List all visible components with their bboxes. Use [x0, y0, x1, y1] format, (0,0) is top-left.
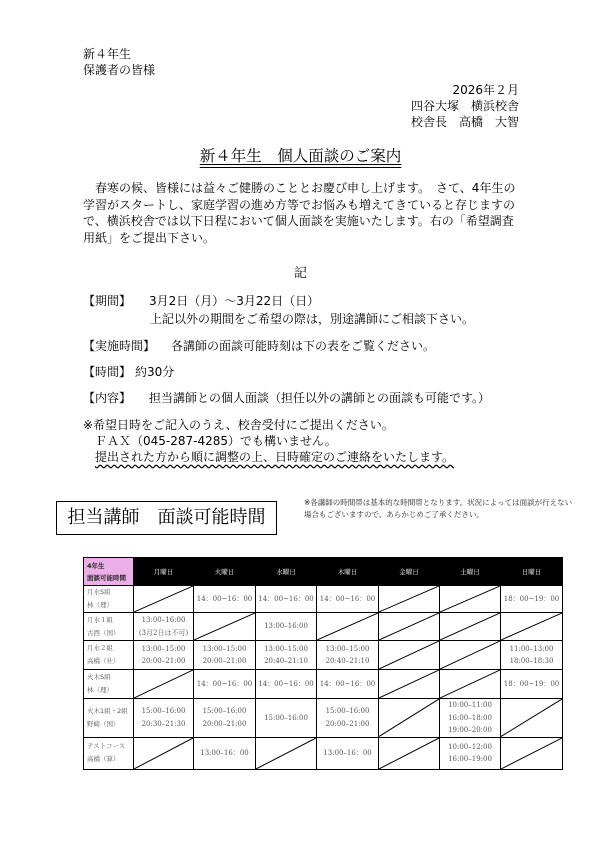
time-range: 16:00–19:00: [448, 755, 492, 763]
table-corner-cell: [84, 558, 134, 586]
implementation-label: 【実施時間】: [83, 339, 156, 353]
diagonal-slash-icon: [134, 738, 193, 769]
period-value: 3月2日（月）～3月22日（日）: [149, 294, 320, 308]
time-slot-thu: [317, 737, 379, 769]
table-row: [84, 670, 563, 699]
day-header-wed: 水曜日: [256, 558, 317, 586]
teacher-cell: [84, 737, 134, 769]
diagonal-slash-icon: [379, 738, 439, 769]
time-range: 18：00~19：00: [503, 679, 560, 688]
time-slot-sat: [440, 737, 501, 769]
time-range: 20:00–21:00: [141, 657, 186, 665]
teacher-cell: [84, 699, 134, 738]
time-range: 13:00–16:00: [141, 616, 186, 624]
disclaimer-note: ※各講師の時間帯は基本的な時間帯となります。状況によっては面談が行えない場合もございますので、あらかじめご了承ください。: [304, 498, 573, 519]
time-range: 14：00~16：00: [196, 594, 253, 603]
duration-label: 【時間】: [83, 365, 132, 379]
time-range: 13:00–15:00: [141, 644, 186, 653]
time-range: 16:00–18:00: [448, 713, 492, 722]
diagonal-slash-icon: [379, 670, 439, 698]
time-slot-tue: [194, 737, 256, 769]
addressee-line: 保護者の皆様: [83, 63, 156, 77]
time-range: 14：00~16：00: [196, 679, 253, 688]
teacher-name: 高橋（算）: [87, 755, 120, 763]
unavailable-cell-fri: [379, 737, 440, 769]
implementation-value: 各講師の面談可能時刻は下の表をご覧ください。: [171, 339, 436, 353]
class-name: テストコース: [87, 742, 126, 750]
day-header-thu: 木曜日: [317, 558, 379, 586]
teacher-cell: [84, 641, 134, 670]
time-slot-thu: [317, 641, 379, 670]
time-range: 14：00~16：00: [258, 679, 314, 688]
table-row: [84, 641, 563, 670]
unavailable-cell-wed: [256, 737, 317, 769]
table-row: [84, 699, 563, 738]
unavailable-cell-fri: [379, 670, 440, 699]
time-range: 14：00~16：00: [258, 594, 314, 603]
day-header-mon: 月曜日: [134, 558, 194, 586]
time-range: 15:00–16:00: [264, 713, 308, 722]
teacher-name: 高橋（社）: [87, 657, 120, 665]
unavailable-cell-sun: [501, 737, 563, 769]
implementation-item: [83, 338, 435, 354]
time-range: 20:00–21:00: [202, 719, 247, 728]
time-slot-wed: [256, 586, 317, 613]
unavailable-cell-fri: [379, 699, 440, 738]
time-range: 11:00–13:00: [509, 644, 554, 653]
availability-table: [83, 557, 563, 770]
diagonal-slash-icon: [501, 738, 562, 769]
diagonal-slash-icon: [440, 613, 500, 640]
time-slot-mon: [134, 613, 194, 641]
teacher-cell: [84, 586, 134, 613]
teacher-cell: [84, 670, 134, 699]
diagonal-slash-icon: [194, 613, 255, 640]
diagonal-slash-icon: [379, 613, 439, 640]
school-name: 四谷大塚 横浜校舎: [410, 99, 519, 113]
content-value: 担当講師との個人面談（担任以外の講師との面談も可能です。）: [149, 391, 491, 405]
addressee-block: [83, 46, 155, 78]
period-label: 【期間】: [83, 294, 132, 308]
unavailable-cell-tue: [194, 613, 256, 641]
time-range: 20:30–21:30: [141, 719, 186, 728]
time-slot-wed: [256, 641, 317, 670]
time-slot-wed: [256, 670, 317, 699]
diagonal-slash-icon: [379, 641, 439, 669]
duration-item: [83, 364, 174, 380]
time-slot-mon: [134, 699, 194, 738]
unavailable-cell-fri: [379, 613, 440, 641]
time-slot-thu: [317, 586, 379, 613]
document-title: 新４年生 個人面談のご案内: [199, 147, 402, 165]
unavailable-cell-fri: [379, 641, 440, 670]
teacher-cell: [84, 613, 134, 641]
time-slot-tue: [194, 586, 256, 613]
diagonal-slash-icon: [317, 613, 378, 640]
diagonal-slash-icon: [440, 641, 500, 669]
unavailable-cell-sun: [501, 613, 563, 641]
sender-block: [411, 82, 519, 130]
teacher-name: 林（理）: [87, 601, 113, 609]
diagonal-slash-icon: [501, 613, 562, 640]
note-line: ※希望日時をご記入のうえ、校舎受付にご提出ください。: [83, 418, 394, 432]
diagonal-slash-icon: [501, 699, 562, 737]
time-range: 18：00~19：00: [503, 594, 560, 603]
addressee-line: 新４年生: [83, 47, 132, 61]
intro-paragraph: 春寒の候、皆様には益々ご健勝のこととお慶び申し上げます。 さて、4年生の学習がスタートし、家庭学習の進め方等でお悩みも増えてきていると存じますので、横浜校舎では以下日程において個人面談を実施いたします。右の「希望調査用紙」をご提出下さい。: [83, 181, 516, 245]
time-range: 14：00~16：00: [319, 679, 376, 688]
diagonal-slash-icon: [440, 670, 500, 698]
time-range: 13:00–16：00: [200, 748, 249, 757]
day-header-fri: 金曜日: [379, 558, 440, 586]
class-name: 火木1組・2組: [87, 706, 128, 715]
time-slot-thu: [317, 699, 379, 738]
teacher-name: 林（理）: [87, 686, 113, 694]
time-range: 20:40–21:10: [325, 657, 370, 665]
date: 2026年２月: [452, 83, 519, 97]
unavailable-cell-fri: [379, 586, 440, 613]
time-slot-tue: [194, 641, 256, 670]
class-name: 月水２組: [87, 644, 113, 652]
class-name: 月水S組: [87, 588, 111, 596]
table-header-row: [84, 558, 563, 586]
unavailable-cell-thu: [317, 613, 379, 641]
unavailable-cell-mon: [134, 586, 194, 613]
diagonal-slash-icon: [379, 586, 439, 612]
teacher-name: 古西（国）: [87, 628, 120, 637]
time-slot-wed: [256, 699, 317, 738]
day-header-sat: 土曜日: [440, 558, 501, 586]
time-range: 19:00–20:00: [448, 726, 492, 734]
confirmation-note: 提出された方から順に調整の上、日時確定のご連絡をいたします。: [95, 450, 455, 464]
period-note: 上記以外の期間をご希望の際は，別途講師にご相談下さい。: [150, 312, 475, 326]
time-range: 13:00–15:00: [264, 644, 308, 653]
section-title-box: 担当講師 面談可能時間: [56, 501, 277, 535]
time-slot-thu: [317, 670, 379, 699]
unavailable-cell-mon: [134, 670, 194, 699]
notes-block: [83, 417, 454, 465]
diagonal-slash-icon: [134, 586, 193, 612]
table-body: [84, 586, 563, 770]
time-range: 10:00–12:00: [448, 742, 492, 751]
corner-caption: 面談可能時間: [87, 573, 126, 582]
time-range: 18:00–18:30: [509, 657, 554, 665]
content-label: 【内容】: [83, 391, 132, 405]
time-range: 13:00–15:00: [325, 644, 370, 653]
diagonal-slash-icon: [134, 670, 193, 698]
time-range: 13:00–15:00: [202, 644, 247, 653]
diagonal-slash-icon: [440, 586, 500, 612]
time-slot-wed: [256, 613, 317, 641]
unavailable-cell-sat: [440, 670, 501, 699]
time-range: 14：00~16：00: [319, 594, 376, 603]
period-item: [83, 293, 319, 309]
time-slot-tue: [194, 699, 256, 738]
principal-name: 校舎長 高橋 大智: [410, 115, 519, 129]
time-range: 20:00–21:00: [202, 657, 247, 665]
time-slot-mon: [134, 641, 194, 670]
time-slot-sun: [501, 670, 563, 699]
corner-grade: 4年生: [87, 561, 105, 570]
unavailable-cell-mon: [134, 737, 194, 769]
unavailable-cell-sat: [440, 586, 501, 613]
class-name: 火木S組: [87, 673, 111, 681]
time-range: 13:00–16:00: [264, 622, 308, 631]
ki-heading: 記: [293, 266, 307, 281]
day-header-tue: 火曜日: [194, 558, 256, 586]
diagonal-slash-icon: [379, 699, 439, 737]
day-header-sun: 日曜日: [501, 558, 563, 586]
time-slot-sun: [501, 641, 563, 670]
unavailable-cell-sat: [440, 641, 501, 670]
class-name: 月水１組: [87, 615, 113, 624]
diagonal-slash-icon: [256, 738, 316, 769]
time-range: 10:00–11:00: [448, 701, 492, 709]
time-range: 15:00–16:00: [202, 707, 247, 716]
time-range: 20:40–21:10: [264, 657, 308, 665]
table-row: [84, 737, 563, 769]
time-range: (3月2日は不可): [138, 628, 189, 637]
unavailable-cell-sat: [440, 613, 501, 641]
table-row: [84, 586, 563, 613]
time-range: 20:00–21:00: [325, 719, 370, 728]
time-slot-tue: [194, 670, 256, 699]
time-range: 15:00–16:00: [325, 707, 370, 716]
time-slot-sun: [501, 586, 563, 613]
unavailable-cell-sun: [501, 699, 563, 738]
time-slot-sat: [440, 699, 501, 738]
time-range: 13:00–16：00: [323, 748, 372, 757]
duration-value: 約30分: [135, 365, 175, 379]
fax-note: ＦＡＸ（045-287-4285）でも構いません。: [95, 434, 337, 448]
teacher-name: 野崎（国）: [87, 719, 120, 728]
time-range: 15:00–16:00: [141, 707, 186, 716]
content-item: [83, 390, 490, 406]
table-row: [84, 613, 563, 641]
